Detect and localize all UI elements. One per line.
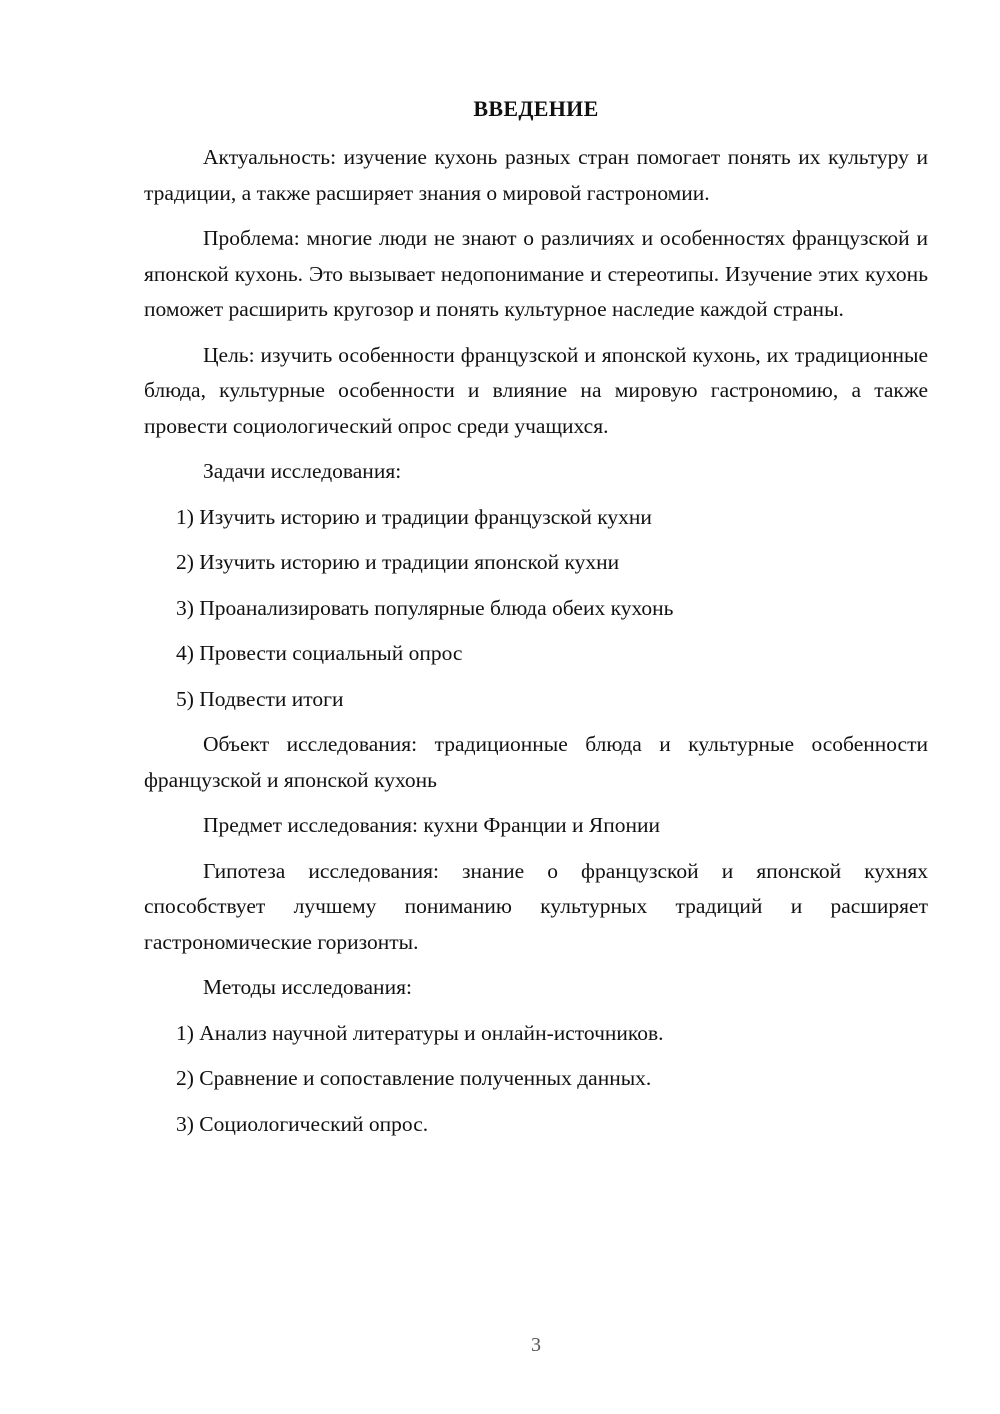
paragraph-relevance: Актуальность: изучение кухонь разных стран помогает понять их культуру и традиции, а также расширяет знания о мировой гастрономии.: [144, 145, 928, 205]
list-item-task-3: 3) Проанализировать популярные блюда обеих кухонь: [176, 595, 674, 620]
paragraph-object: Объект исследования: традиционные блюда и культурные особенности французской и японской кухонь: [144, 732, 928, 792]
tasks-heading: Задачи исследования:: [203, 459, 402, 483]
paragraph-subject: Предмет исследования: кухни Франции и Японии: [203, 813, 661, 837]
methods-list: [144, 1016, 928, 1143]
list-item-task-2: 2) Изучить историю и традиции японской кухни: [176, 550, 620, 574]
list-item-task-5: 5) Подвести итоги: [176, 686, 344, 711]
list-item-task-1: 1) Изучить историю и традиции французской кухни: [176, 504, 652, 529]
paragraph-hypothesis: Гипотеза исследования: знание о французской и японской кухнях способствует лучшему пониманию культурных традиций и расширяет гастрономические горизонты.: [144, 858, 928, 954]
paragraph-goal: Цель: изучить особенности французской и японской кухонь, их традиционные блюда, культурные особенности и влияние на мировую гастрономию, а также провести социологический опрос среди учащихся.: [144, 342, 928, 438]
list-item-task-4: 4) Провести социальный опрос: [176, 641, 463, 665]
paragraph-problem: Проблема: многие люди не знают о различиях и особенностях французской и японской кухонь. Это вызывает недопонимание и стереотипы. Изучение этих кухонь поможет расширить кругозор и понять культурное наследие каждой страны.: [144, 226, 928, 321]
page-number: 3: [531, 1334, 541, 1356]
list-item-method-1: 1) Анализ научной литературы и онлайн-источников.: [176, 1020, 664, 1045]
list-item-method-3: 3) Социологический опрос.: [176, 1111, 429, 1136]
document-body: [144, 140, 928, 1152]
page-title: ВВЕДЕНИЕ: [473, 96, 599, 121]
methods-heading: Методы исследования:: [203, 975, 412, 999]
list-item-method-2: 2) Сравнение и сопоставление полученных данных.: [176, 1066, 652, 1090]
tasks-list: [144, 500, 928, 718]
